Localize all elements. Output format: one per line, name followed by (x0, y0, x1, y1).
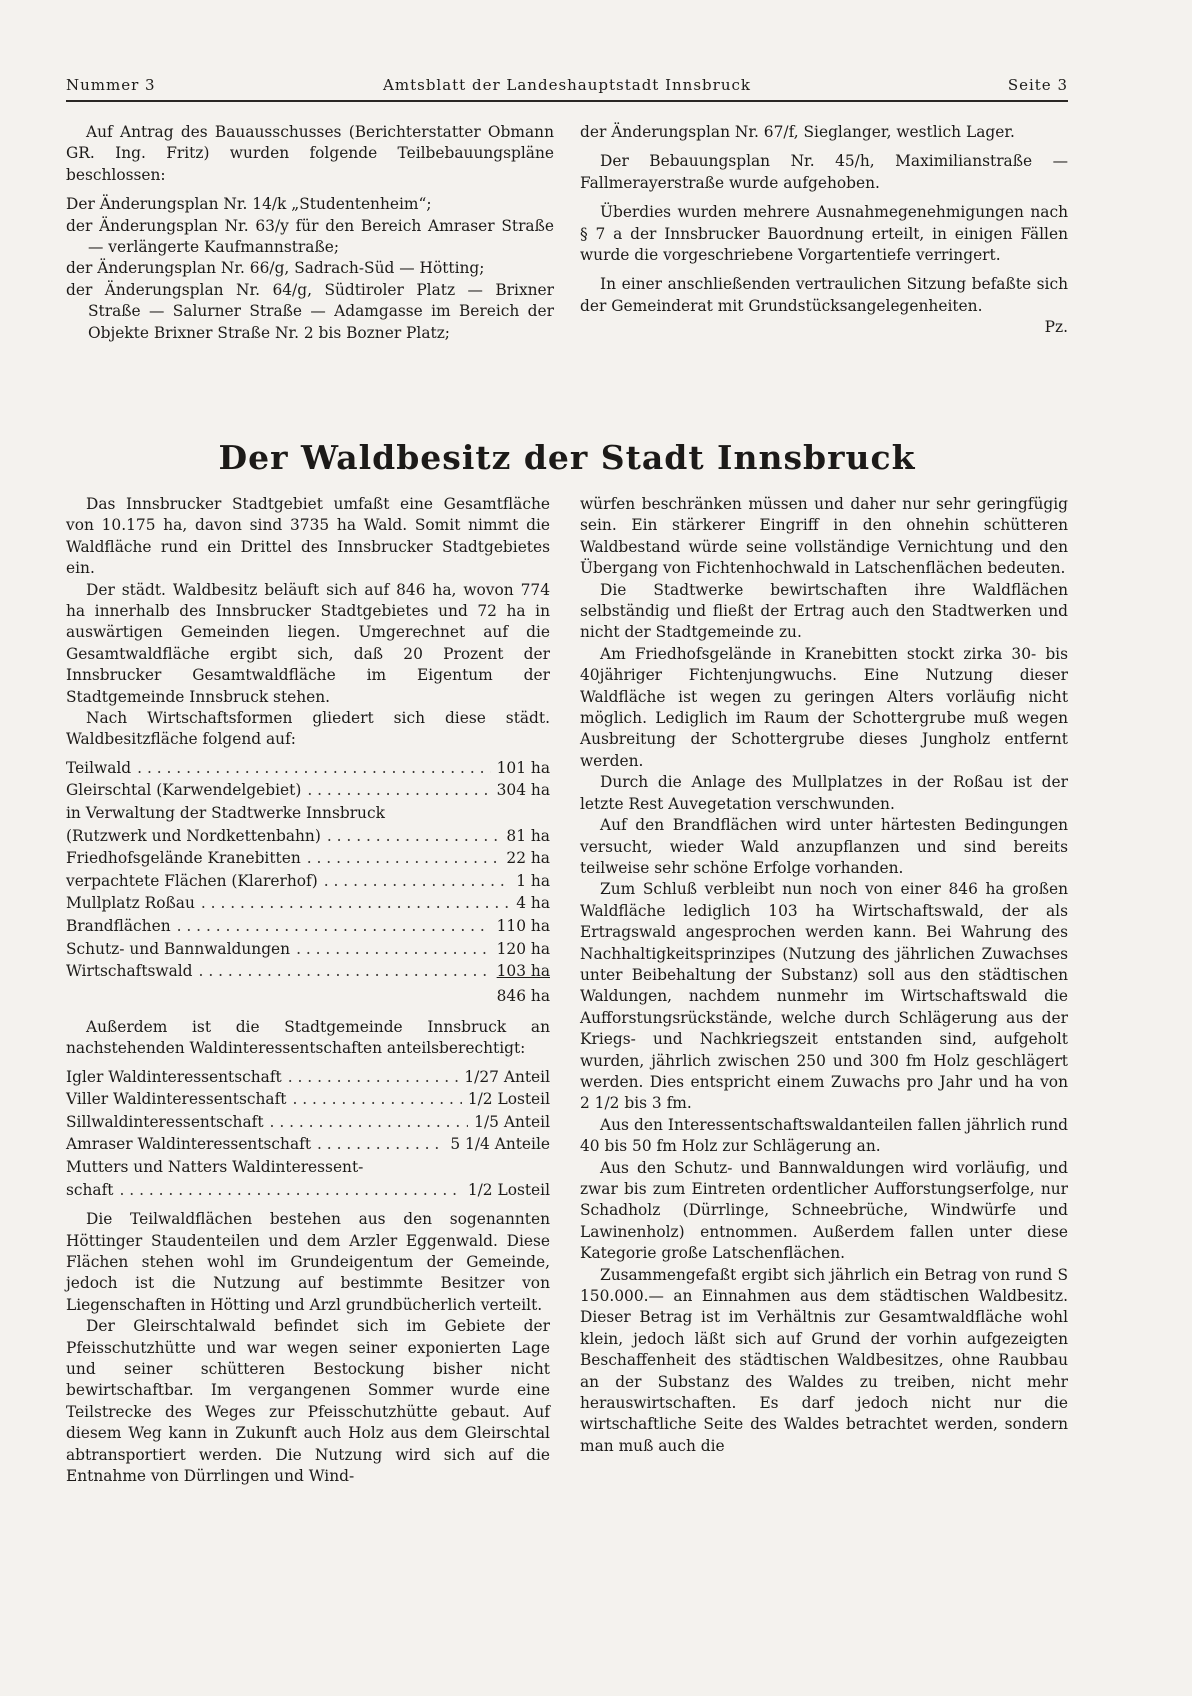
table-row: schaft . . . 1/2 Losteil (66, 1179, 550, 1202)
table-total: 846 ha (496, 986, 550, 1005)
table-row: Mutters und Natters Waldinteressent- (66, 1158, 364, 1176)
table-row: Brandflächen . . . 110 ha (66, 915, 550, 938)
table-row: Friedhofsgelände Kranebitten . . . 22 ha (66, 847, 550, 870)
paragraph: In einer anschließenden vertraulichen Sitzung befaßte sich der Gemeinderat mit Grundstücksangelegenheiten. (580, 275, 1068, 315)
paragraph: Der Gleirschtalwald befindet sich im Gebiete der Pfeisschutzhütte und war wegen seiner exponierten Lage und seiner schütteren Bestockung bisher nicht bewirtschaftbar. Im vergangenen Sommer wurde eine Teilstrecke des Weges zur Pfeisschutzhütte gebaut. Auf diesem Weg kann in Zukunft auch Holz aus dem Gleirschtal abtransportiert werden. Die Nutzung wird sich auf die Entnahme von Dürrlingen und Wind- (66, 1317, 550, 1486)
paragraph: Aus den Interessentschaftswaldanteilen fallen jährlich rund 40 bis 50 fm Holz zur Schlägerung an. (580, 1115, 1068, 1156)
table-row: (Rutzwerk und Nordkettenbahn) . . . 81 ha (66, 825, 550, 848)
table-row: Mullplatz Roßau . . . 4 ha (66, 892, 550, 915)
paragraph: Durch die Anlage des Mullplatzes in der Roßau ist der letzte Rest Auvegetation verschwunden. (580, 773, 1068, 813)
paragraph: Die Teilwaldflächen bestehen aus den sogenannten Höttinger Staudenteilen und dem Arzler Eggenwald. Diese Flächen stehen wohl im Grundeigentum der Gemeinde, jedoch ist die Nutzung auf bestimmte Besitzer von Liegenschaften in Hötting und Arzl grundbücherlich verteilt. (66, 1210, 550, 1314)
plan-item: Der Änderungsplan Nr. 14/k „Studentenheim“; (66, 195, 432, 214)
table-row: Viller Waldinteressentschaft . . . 1/2 Losteil (66, 1088, 550, 1111)
article-right-column (580, 494, 1068, 1457)
issue-number: Nummer 3 (66, 76, 156, 94)
plan-item: der Änderungsplan Nr. 64/g, Südtiroler Platz — Brixner Straße — Salurner Straße — Adamgasse im Bereich der Objekte Brixner Straße Nr. 2 bis Bozner Platz; (66, 280, 554, 342)
paragraph: Die Stadtwerke bewirtschaften ihre Waldflächen selbständig und fließt der Ertrag auch den Stadtwerken und nicht der Stadtgemeinde zu. (580, 580, 1068, 642)
paragraph: Aus den Schutz- und Bannwaldungen wird vorläufig, und zwar bis zum Eintreten ordentlicher Aufforstungserfolge, nur Schadholz (Dürrlinge, Schneebrüche, Windwürfe und Lawinenholz) entnommen. Außerdem fallen unter diese Kategorie große Latschenflächen. (580, 1158, 1068, 1263)
top-left-column (66, 122, 554, 344)
article-left-column (66, 494, 550, 1487)
article-title: Der Waldbesitz der Stadt Innsbruck (218, 438, 916, 477)
table-row: Amraser Waldinteressentschaft . . . 5 1/4 Anteile (66, 1133, 550, 1156)
table-row: Schutz- und Bannwaldungen . . . 120 ha (66, 938, 550, 961)
paragraph: Auf den Brandflächen wird unter härtesten Bedingungen versucht, wieder Wald anzupflanzen und sind bereits teilweise sehr schöne Erfolge vorhanden. (580, 816, 1068, 877)
shares-table (66, 1066, 550, 1202)
table-row: in Verwaltung der Stadtwerke Innsbruck (66, 804, 385, 823)
page-header (66, 76, 1068, 100)
paragraph: Der Bebauungsplan Nr. 45/h, Maximilianstraße — Fallmerayerstraße wurde aufgehoben. (580, 152, 1068, 192)
paragraph: Das Innsbrucker Stadtgebiet umfaßt eine Gesamtfläche von 10.175 ha, davon sind 3735 ha Wald. Somit nimmt die Waldfläche rund ein Drittel des Innsbrucker Stadtgebietes ein. (66, 495, 550, 578)
table-row: Teilwald . . . 101 ha (66, 757, 550, 780)
paragraph: Überdies wurden mehrere Ausnahmegenehmigungen nach § 7 a der Innsbrucker Bauordnung erteilt, in einigen Fällen wurde die vorgeschriebene Vorgartentiefe verringert. (580, 203, 1068, 265)
paragraph: Außerdem ist die Stadtgemeinde Innsbruck an nachstehenden Waldinteressentschaften anteilsberechtigt: (66, 1017, 550, 1058)
table-row: verpachtete Flächen (Klarerhof) . . . 1 ha (66, 870, 550, 893)
plan-item: der Änderungsplan Nr. 63/y für den Bereich Amraser Straße — verlängerte Kaufmannstraße; (66, 216, 554, 257)
paragraph: würfen beschränken müssen und daher nur sehr geringfügig sein. Ein stärkerer Eingriff in den ohnehin schütteren Waldbestand würde seine vollständige Vernichtung und den Übergang von Fichtenhochwald in Latschenflächen bedeuten. (580, 495, 1068, 578)
table-row: Gleirschtal (Karwendelgebiet) . . . 304 ha (66, 779, 550, 802)
paragraph: Nach Wirtschaftsformen gliedert sich diese städt. Waldbesitzfläche folgend auf: (66, 709, 550, 749)
page-number: Seite 3 (1007, 76, 1068, 94)
table-row: Sillwaldinteressentschaft . . . 1/5 Anteil (66, 1111, 550, 1134)
table-row: Igler Waldinteressentschaft . . . 1/27 Anteil (66, 1066, 550, 1089)
author-signature: Pz. (1044, 318, 1068, 337)
paragraph: Der städt. Waldbesitz beläuft sich auf 846 ha, wovon 774 ha innerhalb des Innsbrucker Stadtgebietes und 72 ha in auswärtigen Gemeinden liegen. Umgerechnet auf die Gesamtwaldfläche ergibt sich, daß 20 Prozent der Innsbrucker Gesamtwaldfläche im Eigentum der Stadtgemeinde Innsbruck stehen. (66, 580, 550, 706)
header-rule (66, 100, 1068, 102)
table-row: Wirtschaftswald . . . 103 ha (66, 960, 550, 983)
paragraph: Zum Schluß verbleibt nun noch von einer 846 ha großen Waldfläche lediglich 103 ha Wirtschaftswald, der als Ertragswald angesprochen werden kann. Bei Wahrung des Nachhaltigkeitsprinzipes (Nutzung des jährlichen Zuwachses unter Beibehaltung der Substanz) soll aus den städtischen Waldungen, nachdem nunmehr im Wirtschaftswald die Aufforstungsrückstände, welche durch Schlägerung aus der Kriegs- und Nachkriegszeit entstanden sind, aufgeholt wurden, jährlich zwischen 250 und 300 fm Holz geschlägert werden. Dies entspricht einem Zuwachs pro Jahr und ha von 2 1/2 bis 3 fm. (580, 880, 1068, 1113)
paragraph: Am Friedhofsgelände in Kranebitten stockt zirka 30- bis 40jähriger Fichtenjungwuchs. Eine Nutzung dieser Waldfläche ist wegen zu geringen Alters vorläufig nicht möglich. Lediglich im Raum der Schottergrube muß wegen Ausbreitung der Schottergrube dieses Jungholz entfernt werden. (580, 644, 1068, 770)
resolution-intro: Auf Antrag des Bauausschusses (Berichterstatter Obmann GR. Ing. Fritz) wurden folgende Teilbebauungspläne beschlossen: (66, 123, 554, 184)
paragraph: Zusammengefaßt ergibt sich jährlich ein Betrag von rund S 150.000.— an Einnahmen aus dem städtischen Waldbesitz. Dieser Betrag ist im Verhältnis zur Gesamtwaldfläche wohl klein, jedoch läßt sich auf Grund der vorhin aufgezeigten Beschaffenheit des städtischen Waldbesitzes, ohne Raubbau an der Substanz des Waldes zu treiben, nicht mehr herauswirtschaften. Es darf jedoch nicht nur die wirtschaftliche Seite des Waldes betrachtet werden, sondern man muß auch die (580, 1265, 1068, 1455)
plan-item: der Änderungsplan Nr. 66/g, Sadrach-Süd — Hötting; (66, 259, 485, 278)
plan-item: der Änderungsplan Nr. 67/f, Sieglanger, westlich Lager. (580, 123, 1015, 141)
top-right-column (580, 122, 1068, 339)
forest-forms-table (66, 757, 550, 1009)
publication-title: Amtsblatt der Landeshauptstadt Innsbruck (383, 76, 751, 94)
